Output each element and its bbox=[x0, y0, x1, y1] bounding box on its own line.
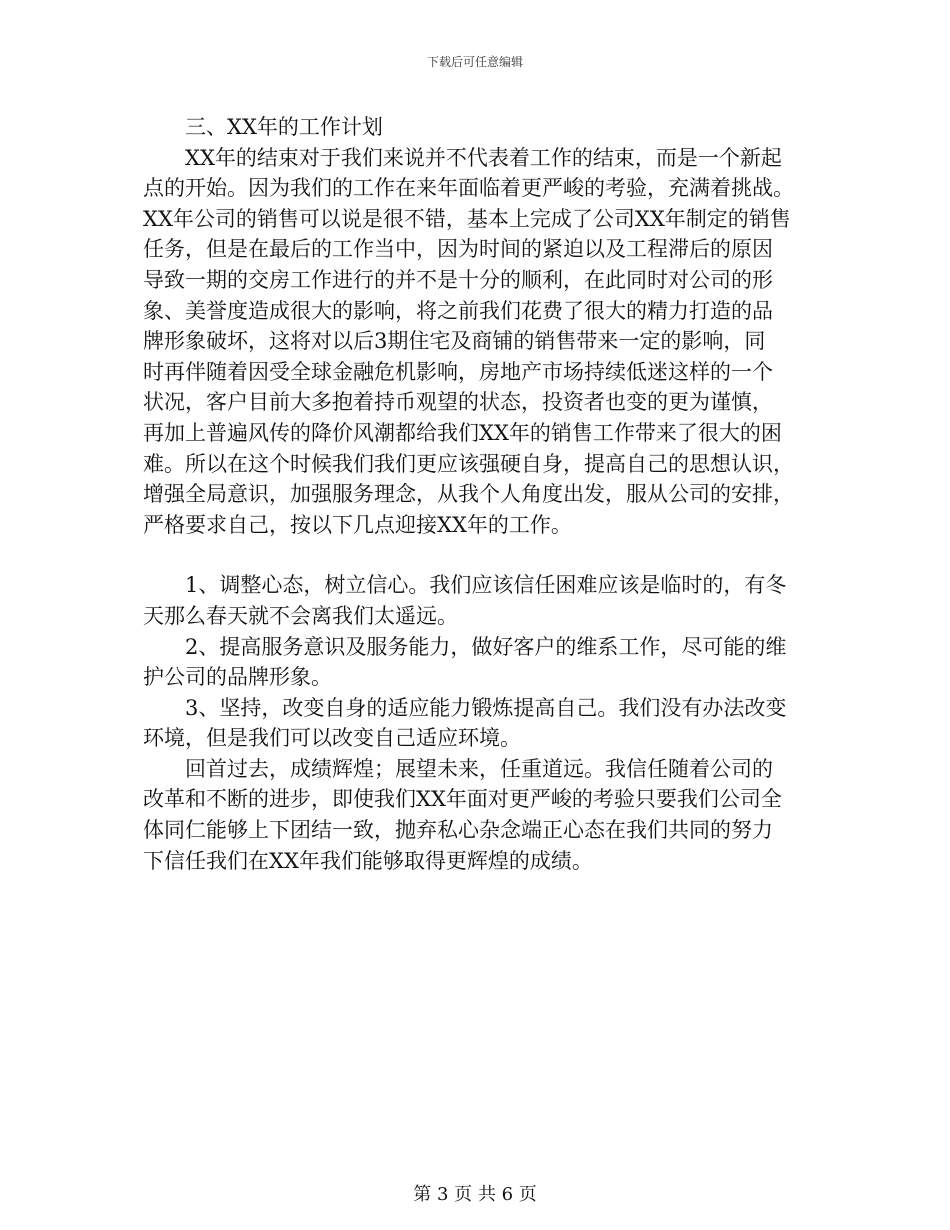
paragraph-line: 象、美誉度造成很大的影响，将之前我们花费了很大的精力打造的品 bbox=[143, 298, 773, 323]
section-heading: 三、XX年的工作计划 bbox=[185, 115, 383, 139]
paragraph-line: 时再伴随着因受全球金融危机影响，房地产市场持续低迷这样的一个 bbox=[143, 359, 773, 384]
paragraph-line: XX年的结束对于我们来说并不代表着工作的结束，而是一个新起 bbox=[185, 145, 782, 170]
paragraph-line: 严格要求自己，按以下几点迎接XX年的工作。 bbox=[143, 512, 572, 537]
document-body bbox=[143, 112, 807, 876]
paragraph-line: 点的开始。因为我们的工作在来年面临着更严峻的考验，充满着挑战。 bbox=[143, 176, 794, 201]
list-item-1: 1、调整心态，树立信心。我们应该信任困难应该是临时的，有冬 bbox=[185, 573, 787, 598]
list-item-3: 3、坚持，改变自身的适应能力锻炼提高自己。我们没有办法改变 bbox=[185, 695, 787, 720]
paragraph-line: 任务，但是在最后的工作当中，因为时间的紧迫以及工程滞后的原因 bbox=[143, 237, 773, 262]
paragraph-line: 再加上普遍风传的降价风潮都给我们XX年的销售工作带来了很大的困 bbox=[143, 420, 782, 445]
closing-paragraph: 回首过去，成绩辉煌；展望未来，任重道远。我信任随着公司的 bbox=[185, 756, 773, 781]
paragraph-line: 难。所以在这个时候我们我们更应该强硬自身，提高自己的思想认识， bbox=[143, 451, 794, 476]
paragraph-gap bbox=[143, 540, 807, 570]
paragraph-line: 导致一期的交房工作进行的并不是十分的顺利，在此同时对公司的形 bbox=[143, 267, 773, 292]
closing-paragraph-line: 体同仁能够上下团结一致，抛弃私心杂念端正心态在我们共同的努力 bbox=[143, 818, 773, 843]
list-item-3-cont: 环境，但是我们可以改变自己适应环境。 bbox=[143, 726, 521, 751]
paragraph-line: XX年公司的销售可以说是很不错，基本上完成了公司XX年制定的销售 bbox=[143, 206, 791, 231]
page-header: 下载后可任意编辑 bbox=[426, 55, 523, 69]
page-number: 第 3 页 共 6 页 bbox=[413, 1184, 537, 1205]
list-item-1-cont: 天那么春天就不会离我们太遥远。 bbox=[143, 603, 458, 628]
paragraph-line: 状况，客户目前大多抱着持币观望的状态，投资者也变的更为谨慎， bbox=[143, 390, 773, 415]
paragraph-line: 增强全局意识，加强服务理念，从我个人角度出发，服从公司的安排， bbox=[143, 482, 794, 507]
list-item-2: 2、提高服务意识及服务能力，做好客户的维系工作，尽可能的维 bbox=[185, 634, 787, 659]
list-item-2-cont: 护公司的品牌形象。 bbox=[143, 665, 332, 690]
paragraph-line: 牌形象破坏，这将对以后3期住宅及商铺的销售带来一定的影响，同 bbox=[143, 329, 766, 354]
closing-paragraph-line: 改革和不断的进步，即使我们XX年面对更严峻的考验只要我们公司全 bbox=[143, 787, 782, 812]
closing-paragraph-line: 下信任我们在XX年我们能够取得更辉煌的成绩。 bbox=[143, 848, 593, 873]
